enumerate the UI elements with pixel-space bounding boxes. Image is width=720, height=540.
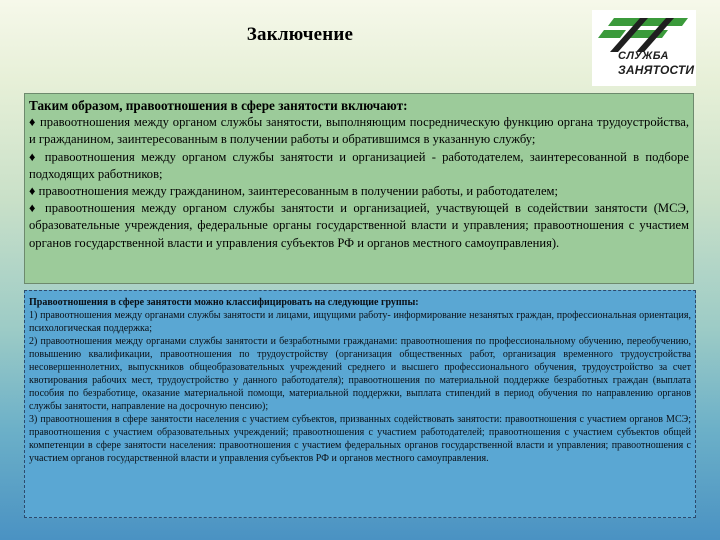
classification-group: 3) правоотношения в сфере занятости населения с участием субъектов, призванных содействовать занятости: правоотношения с участием органов МСЭ; правоотношения с участием образовательных учреждений; правоотношения с участием работодателей; правоотношения с участием субъектов общей компетенции в сфере занятости населения: правоотношения с участием федеральных органов государственной власти и управления; правоотношения с участием органов государственной власти и управления субъектов РФ и органов местного самоуправления. [29,414,691,464]
page-title: Заключение [246,24,354,45]
logo-text-line2: ЗАНЯТОСТИ [618,63,695,77]
conclusion-item: ♦ правоотношения между органом службы занятости и организацией - работодателем, заинтересованной в подборе подходящих работников; [29,149,689,181]
logo-emblem-icon [596,14,692,54]
conclusion-item: ♦ правоотношения между гражданином, заинтересованным в получении работы, и работодателем; [29,184,559,199]
classification-heading: Правоотношения в сфере занятости можно классифицировать на следующие группы: [29,297,419,308]
conclusion-heading: Таким образом, правоотношения в сфере занятости включают: [29,98,408,113]
conclusion-item: ♦ правоотношения между органом службы занятости, выполняющим посредническую функцию органа трудоустройства, и гражданином, заинтересованным в получении работы и обратившимся в указанную службу; [29,115,689,147]
classification-group: 1) правоотношения между органами службы занятости и лицами, ищущими работу- информирование незанятых граждан, профессиональная ориентация, психологическая поддержка; [29,310,691,334]
conclusion-box [24,93,694,284]
classification-box [24,290,696,518]
conclusion-item: ♦ правоотношения между органом службы занятости и организацией, участвующей в содействии занятости (МСЭ, образовательные учреждения, федеральные органы государственной власти и управления; правоотношения с участием органов государственной власти и управления субъектов РФ и органов местного самоуправления). [29,201,689,250]
classification-group: 2) правоотношения между органами службы занятости и безработными гражданами: правоотношения по профессиональному обучению, переобучению, повышению квалификации, правоотношения по трудоустройству (организация общественных работ, организация временного трудоустройства несовершеннолетних, выпускников общеобразовательных учреждений среднего и высшего профессионального обучения, трудоустройство за счет квотирования рабочих мест, трудоустройство у данного работодателя); правоотношения по материальной поддержке безработных граждан (выплата пособия по безработице, оказание материальной помощи, материальной поддержки, выплата стипендий в период обучения по направлению органов службы занятости, направление на досрочную пенсию); [29,336,691,412]
employment-service-logo [592,10,696,86]
logo-text-line1: СЛУЖБА [618,50,669,62]
